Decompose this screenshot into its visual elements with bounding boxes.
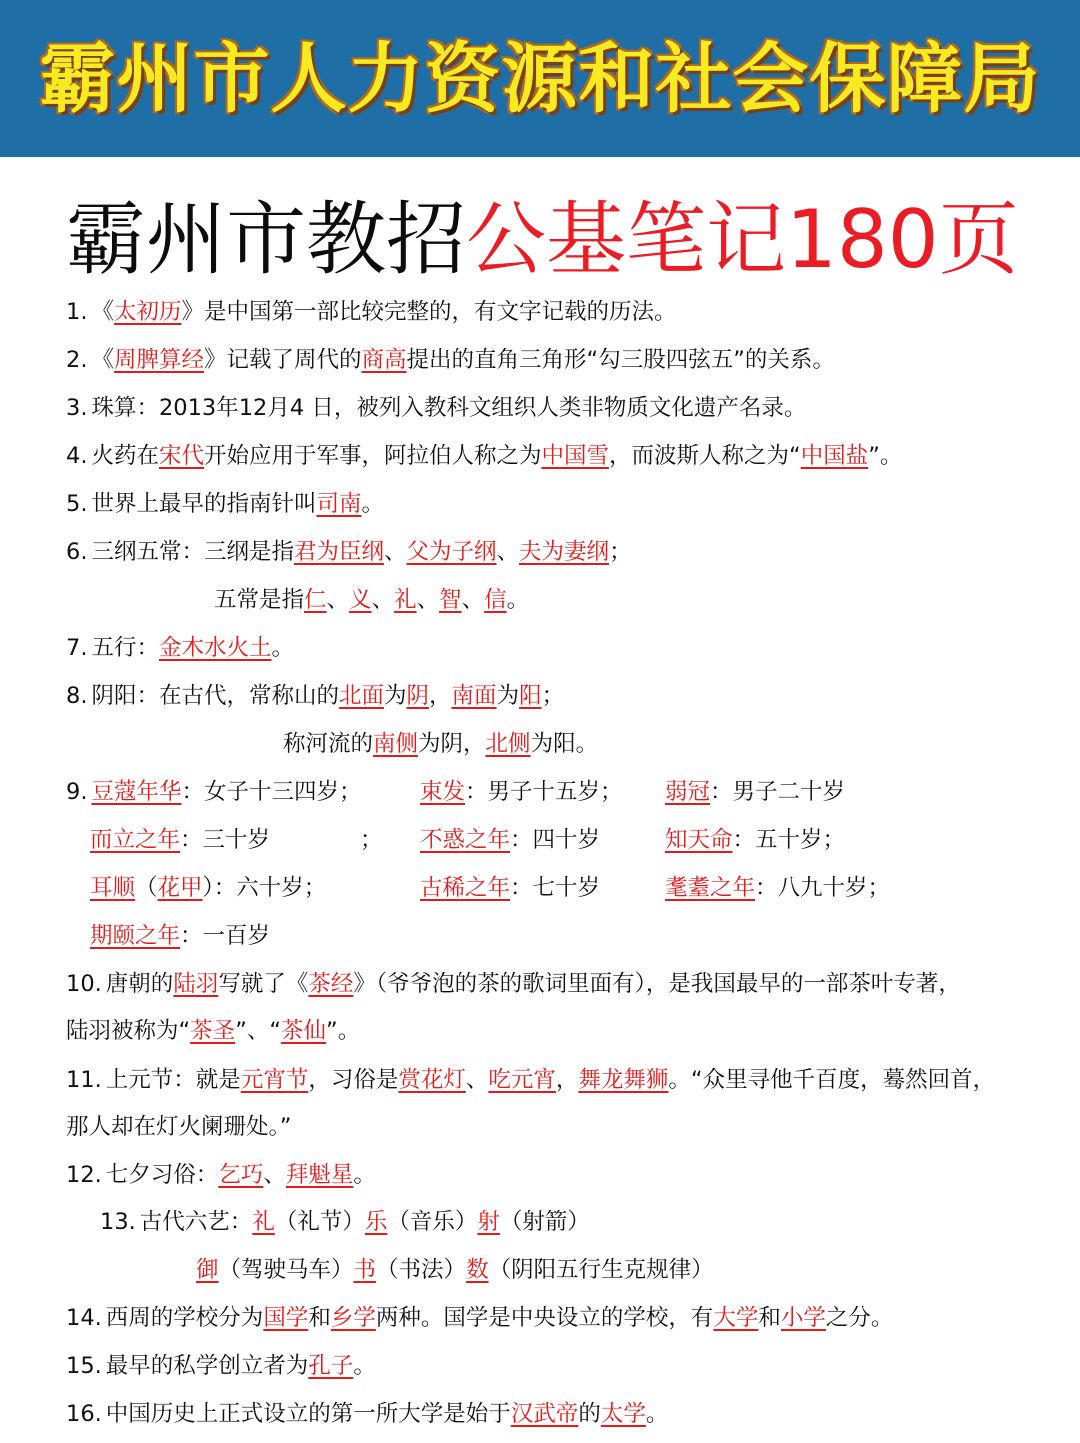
note-item (66, 631, 294, 665)
note-text: 。 (271, 635, 295, 661)
note-text: ：男子十五岁； (465, 779, 623, 805)
note-text: 为 (496, 683, 520, 709)
highlight-term: 乐 (364, 1209, 388, 1235)
note-text: ：女子十三四岁； (181, 779, 362, 805)
note-text: 。 (361, 491, 385, 517)
highlight-term: 数 (466, 1257, 489, 1283)
note-text: 之分。 (825, 1305, 894, 1331)
item-number: 7. (66, 635, 88, 661)
note-text: ； (360, 827, 383, 853)
note-line (420, 871, 600, 905)
highlight-term: 豆蔻年华 (91, 779, 182, 805)
highlight-term: 夫为妻纲 (519, 539, 610, 565)
highlight-term: 茶仙 (281, 1018, 327, 1044)
highlight-term: 茶经 (308, 971, 354, 997)
note-text: 《 (91, 299, 114, 325)
note-text: 两种。国学是中央设立的学校，有 (375, 1305, 714, 1331)
note-line (420, 775, 623, 809)
note-text: ，而波斯人称之为“ (609, 443, 801, 469)
note-text: 、 (326, 587, 350, 613)
highlight-term: 古稀之年 (420, 875, 511, 901)
highlight-term: 中国盐 (800, 443, 869, 469)
item-number: 12. (66, 1162, 102, 1188)
highlight-term: 孔子 (308, 1353, 354, 1379)
item-number: 6. (66, 539, 88, 565)
note-line (66, 1110, 291, 1144)
banner-title: 霸州市人力资源和社会保障局 (39, 34, 1041, 123)
note-text: ， (429, 683, 452, 709)
note-text: ，习俗是 (308, 1067, 399, 1093)
highlight-term: 周脾算经 (113, 347, 204, 373)
note-text: 、 (465, 1067, 489, 1093)
highlight-term: 乡学 (330, 1305, 376, 1331)
note-item (66, 535, 632, 569)
note-text: 。 (645, 1401, 669, 1427)
highlight-term: 礼 (252, 1209, 275, 1235)
note-text: ”。 (326, 1018, 361, 1044)
note-text: ：七十岁 (510, 875, 601, 901)
note-text: 珠算：2013年12月4 日，被列入教科文组织人类非物质文化遗产名录。 (91, 395, 807, 421)
note-item (66, 391, 806, 425)
note-item (66, 487, 384, 521)
item-number: 3. (66, 395, 88, 421)
item-number: 8. (66, 683, 88, 709)
highlight-term: 耳顺 (90, 875, 136, 901)
highlight-term: 束发 (420, 779, 466, 805)
highlight-term: 御 (196, 1257, 219, 1283)
note-text: ， (555, 1067, 579, 1093)
item-number: 13. (100, 1209, 136, 1235)
note-item (66, 1301, 893, 1335)
note-text: 三纲五常：三纲是指 (91, 539, 294, 565)
note-text: 火药在 (91, 443, 159, 469)
note-text: （书法） (376, 1257, 467, 1283)
note-text: 》记载了周代的 (204, 347, 362, 373)
note-text: 》（爷爷泡的茶的歌词里面有），是我国最早的一部茶叶专著， (353, 971, 961, 997)
note-item (66, 1158, 376, 1192)
highlight-term: 宋代 (158, 443, 204, 469)
note-item (66, 343, 835, 377)
highlight-term: 太初历 (113, 299, 182, 325)
item-number: 14. (66, 1305, 102, 1331)
note-text: 、 (384, 539, 407, 565)
note-text: ）：六十岁； (202, 875, 327, 901)
highlight-term: 君为臣纲 (293, 539, 384, 565)
highlight-term: 司南 (316, 491, 362, 517)
note-item (66, 1349, 376, 1383)
note-text: 《 (91, 347, 114, 373)
note-text: 写就了《 (218, 971, 309, 997)
note-text: 陆羽被称为“ (66, 1018, 191, 1044)
note-text: ：男子二十岁 (710, 779, 846, 805)
highlight-term: 父为子纲 (406, 539, 497, 565)
highlight-term: 商高 (361, 347, 407, 373)
highlight-term: 茶圣 (190, 1018, 236, 1044)
highlight-term: 汉武帝 (510, 1401, 579, 1427)
highlight-term: 花甲 (157, 875, 203, 901)
note-text: 那人却在灯火阑珊处。” (66, 1114, 292, 1140)
highlight-term: 北侧 (485, 731, 531, 757)
note-text: 提出的直角三角形“勾三股四弦五”的关系。 (406, 347, 835, 373)
page-title (66, 190, 1019, 290)
note-text: 古代六艺： (139, 1209, 253, 1235)
note-text: ； (541, 683, 565, 709)
highlight-term: 北面 (338, 683, 384, 709)
highlight-term: 知天命 (665, 827, 733, 853)
highlight-term: 不惑之年 (420, 827, 511, 853)
note-text: （驾驶马车） (218, 1257, 354, 1283)
item-number: 4. (66, 443, 88, 469)
note-text: ：四十岁 (510, 827, 601, 853)
note-line (665, 871, 890, 905)
highlight-term: 舞龙舞狮 (578, 1067, 669, 1093)
item-number: 16. (66, 1401, 102, 1427)
highlight-term: 乞巧 (218, 1162, 264, 1188)
note-line (665, 775, 845, 809)
note-text: 、 (461, 587, 485, 613)
highlight-term: 书 (353, 1257, 377, 1283)
highlight-term: 期颐之年 (90, 923, 181, 949)
note-item (66, 439, 902, 473)
note-line (360, 823, 383, 857)
title-part-1: 霸州市教招 (66, 193, 466, 286)
note-text: ”。 (868, 443, 903, 469)
note-text: ：三十岁 (180, 827, 271, 853)
note-text: 。 (353, 1353, 376, 1379)
highlight-term: 元宵节 (240, 1067, 309, 1093)
note-text: 、 (263, 1162, 286, 1188)
highlight-term: 仁 (304, 587, 327, 613)
note-text: 、 (371, 587, 395, 613)
highlight-term: 赏花灯 (398, 1067, 466, 1093)
title-part-2: 公基笔记180页 (466, 193, 1019, 286)
note-line (90, 871, 326, 905)
highlight-term: 南侧 (373, 731, 419, 757)
note-text: 中国历史上正式设立的第一所大学是始于 (105, 1401, 511, 1427)
item-number: 1. (66, 299, 88, 325)
note-text: 七夕习俗： (105, 1162, 219, 1188)
note-text: （音乐） (387, 1209, 478, 1235)
note-text: 阴阳：在古代，常称山的 (91, 683, 339, 709)
item-number: 11. (66, 1067, 102, 1093)
highlight-term: 阴 (406, 683, 430, 709)
note-text: 唐朝的 (105, 971, 174, 997)
note-text: 西周的学校分为 (105, 1305, 264, 1331)
highlight-term: 中国雪 (541, 443, 610, 469)
note-text: ； (609, 539, 632, 565)
note-text: 。“众里寻他千百度，蓦然回首， (668, 1067, 996, 1093)
item-number: 5. (66, 491, 88, 517)
highlight-term: 智 (439, 587, 462, 613)
note-line (90, 823, 270, 857)
highlight-term: 金木水火土 (158, 635, 272, 661)
note-item (66, 967, 961, 1001)
note-text: 开始应用于军事，阿拉伯人称之为 (204, 443, 542, 469)
highlight-term: 拜魁星 (285, 1162, 354, 1188)
note-text: （阴阳五行生克规律） (488, 1257, 714, 1283)
highlight-term: 射 (477, 1209, 500, 1235)
note-text: 》是中国第一部比较完整的，有文字记载的历法。 (181, 299, 677, 325)
note-text: 、 (496, 539, 520, 565)
note-text: 五常是指 (214, 587, 305, 613)
note-text: ：一百岁 (180, 923, 271, 949)
note-item (66, 295, 677, 329)
item-number: 10. (66, 971, 102, 997)
note-text: 称河流的 (283, 731, 374, 757)
note-text: 。 (353, 1162, 376, 1188)
note-text: 上元节：就是 (105, 1067, 241, 1093)
note-text: 五行： (91, 635, 159, 661)
note-item (100, 1205, 590, 1239)
note-item (66, 679, 564, 713)
note-text: 为 (384, 683, 407, 709)
note-text: 的 (578, 1401, 601, 1427)
note-text: 和 (758, 1305, 781, 1331)
note-line (66, 1014, 360, 1048)
note-text: （射箭） (499, 1209, 590, 1235)
highlight-term: 弱冠 (665, 779, 711, 805)
highlight-term: 而立之年 (90, 827, 181, 853)
note-text: ：八九十岁； (755, 875, 891, 901)
highlight-term: 信 (484, 587, 507, 613)
highlight-term: 太学 (600, 1401, 646, 1427)
note-text: 世界上最早的指南针叫 (91, 491, 317, 517)
highlight-term: 耄耋之年 (665, 875, 756, 901)
note-text: ：五十岁； (732, 827, 846, 853)
note-line (665, 823, 845, 857)
highlight-term: 阳 (519, 683, 542, 709)
note-line (214, 583, 529, 617)
note-text: 、 (416, 587, 440, 613)
highlight-term: 小学 (780, 1305, 826, 1331)
note-line (196, 1253, 714, 1287)
item-number: 9. (66, 779, 88, 805)
highlight-term: 礼 (394, 587, 417, 613)
note-text: 和 (308, 1305, 331, 1331)
highlight-term: 义 (349, 587, 372, 613)
highlight-term: 国学 (263, 1305, 309, 1331)
note-item (66, 1397, 668, 1431)
note-text: （ (135, 875, 158, 901)
note-text: 。 (506, 587, 530, 613)
note-line (420, 823, 600, 857)
highlight-term: 吃元宵 (488, 1067, 556, 1093)
highlight-term: 南面 (451, 683, 497, 709)
note-text: 为阳。 (530, 731, 599, 757)
note-text: 为阴， (418, 731, 486, 757)
note-line (90, 919, 270, 953)
highlight-term: 陆羽 (173, 971, 219, 997)
note-text: 最早的私学创立者为 (105, 1353, 309, 1379)
note-text: ”、“ (235, 1018, 282, 1044)
item-number: 15. (66, 1353, 102, 1379)
item-number: 2. (66, 347, 88, 373)
note-item (66, 775, 362, 809)
note-line (283, 727, 598, 761)
note-item (66, 1063, 995, 1097)
note-text: （礼节） (274, 1209, 365, 1235)
highlight-term: 大学 (713, 1305, 759, 1331)
